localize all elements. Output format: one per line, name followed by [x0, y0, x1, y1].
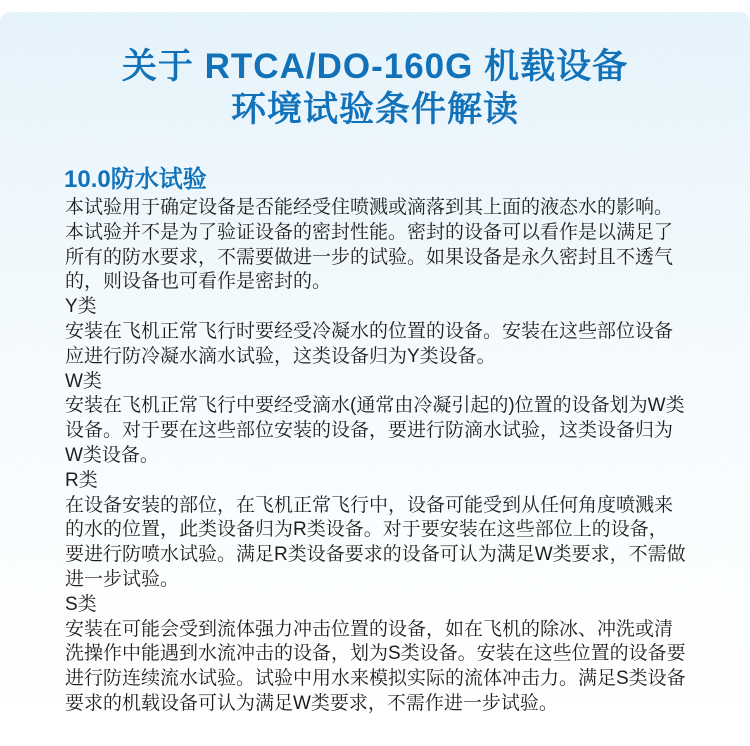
- text-line: 安装在可能会受到流体强力冲击位置的设备，如在飞机的除冰、冲洗或清: [65, 618, 674, 640]
- text-line: 要求的机载设备可认为满足W类要求，不需作进一步试验。: [65, 692, 558, 714]
- text-line: 本试验并不是为了验证设备的密封性能。密封的设备可以看作是以满足了: [65, 221, 674, 243]
- document-body: [65, 196, 705, 717]
- section-heading: 10.0防水试验: [64, 166, 207, 193]
- text-line: Y类: [65, 296, 97, 318]
- text-line: 安装在飞机正常飞行时要经受冷凝水的位置的设备。安装在这些部位设备: [65, 320, 674, 342]
- text-line: 设备。对于要在这些部位安装的设备，要进行防滴水试验，这类设备归为: [65, 420, 674, 442]
- main-title-line-1: 关于 RTCA/DO-160G 机载设备: [121, 47, 629, 86]
- main-title-line-2: 环境试验条件解读: [230, 90, 519, 129]
- text-line: 进行防连续流水试验。试验中用水来模拟实际的流体冲击力。满足S类设备: [65, 668, 686, 690]
- text-line: 本试验用于确定设备是否能经受住喷溅或滴落到其上面的液态水的影响。: [65, 197, 674, 218]
- text-line: 要进行防喷水试验。满足R类设备要求的设备可认为满足W类要求，不需做: [65, 544, 686, 566]
- text-line: W类设备。: [65, 444, 159, 466]
- text-line: 洗操作中能遇到水流冲击的设备，划为S类设备。安装在这些位置的设备要: [65, 643, 686, 665]
- text-line: S类: [65, 593, 97, 615]
- text-line: 所有的防水要求，不需要做进一步的试验。如果设备是永久密封且不透气: [65, 246, 674, 268]
- text-line: 的水的位置，此类设备归为R类设备。对于要安装在这些部位上的设备，: [65, 519, 668, 541]
- text-line: 在设备安装的部位，在飞机正常飞行中，设备可能受到从任何角度喷溅来: [65, 494, 674, 516]
- text-line: 应进行防冷凝水滴水试验，这类设备归为Y类设备。: [65, 345, 496, 367]
- text-line: 的，则设备也可看作是密封的。: [65, 271, 332, 293]
- text-line: W类: [65, 370, 102, 392]
- main-title: [0, 45, 750, 131]
- text-line: R类: [65, 469, 98, 491]
- text-line: 进一步试验。: [65, 568, 180, 590]
- text-line: 安装在飞机正常飞行中要经受滴水(通常由冷凝引起的)位置的设备划为W类: [65, 395, 685, 417]
